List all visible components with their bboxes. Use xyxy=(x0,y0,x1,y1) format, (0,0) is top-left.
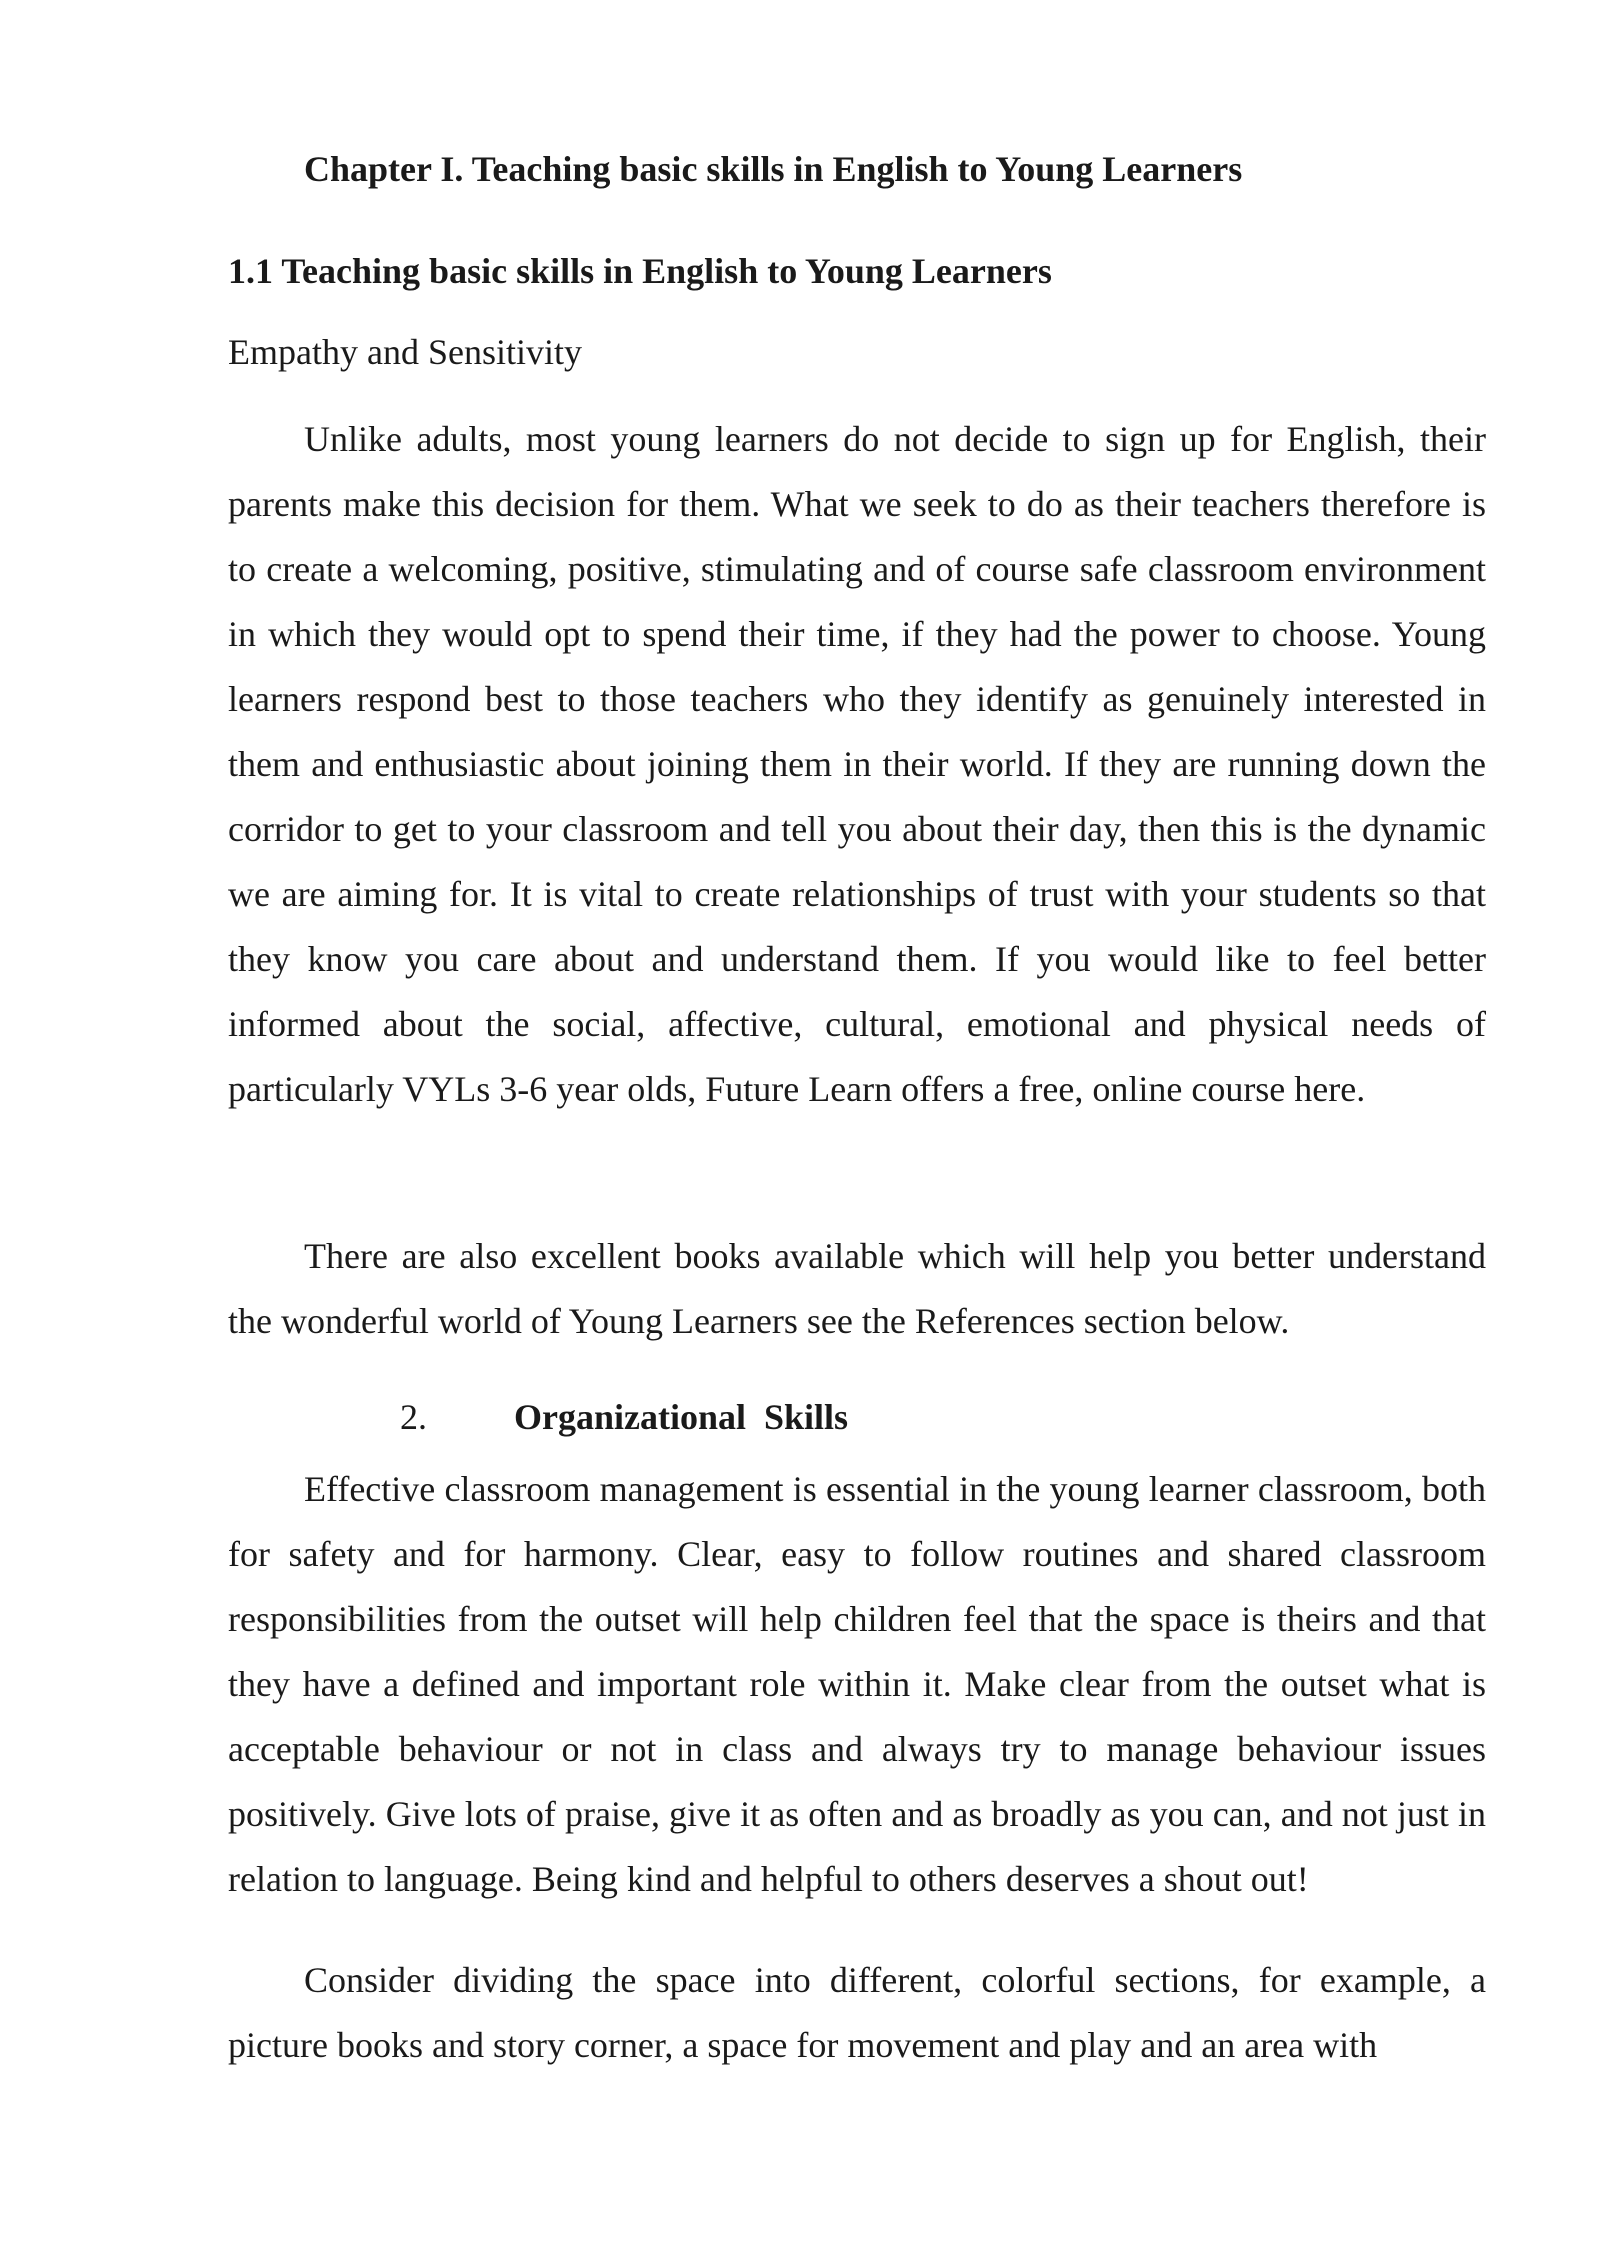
chapter-title: Chapter I. Teaching basic skills in English to Young Learners xyxy=(304,149,1243,189)
heading-number: 2. xyxy=(400,1397,427,1437)
paragraph-space-sections: Consider dividing the space into different, colorful sections, for example, a picture books and story corner, a space for movement and play and an area with xyxy=(228,1960,1486,2065)
paragraph-classroom-management: Effective classroom management is essential in the young learner classroom, both for safety and for harmony. Clear, easy to follow routines and shared classroom responsibilities from the outset will help children feel that the space is theirs and that they have a defined and important role within it. Make clear from the outset what is acceptable behaviour or not in class and always try to manage behaviour issues positively. Give lots of praise, give it as often and as broadly as you can, and not just in relation to language. Being kind and helpful to others deserves a shout out! xyxy=(228,1469,1486,1899)
section-title: 1.1 Teaching basic skills in English to Young Learners xyxy=(228,251,1052,291)
paragraph-books-reference: There are also excellent books available which will help you better understand the wonderful world of Young Learners see the References section below. xyxy=(228,1236,1486,1341)
subheading-empathy: Empathy and Sensitivity xyxy=(228,332,582,372)
heading-text: Organizational Skills xyxy=(514,1397,849,1437)
paragraph-young-learners-intro: Unlike adults, most young learners do not decide to sign up for English, their parents make this decision for them. What we seek to do as their teachers therefore is to create a welcoming, positive, stimulating and of course safe classroom environment in which they would opt to spend their time, if they had the power to choose. Young learners respond best to those teachers who they identify as genuinely interested in them and enthusiastic about joining them in their world. If they are running down the corridor to get to your classroom and tell you about their day, then this is the dynamic we are aiming for. It is vital to create relationships of trust with your students so that they know you care about and understand them. If you would like to feel better informed about the social, affective, cultural, emotional and physical needs of particularly VYLs 3-6 year olds, Future Learn offers a free, online course here. xyxy=(228,419,1486,1109)
